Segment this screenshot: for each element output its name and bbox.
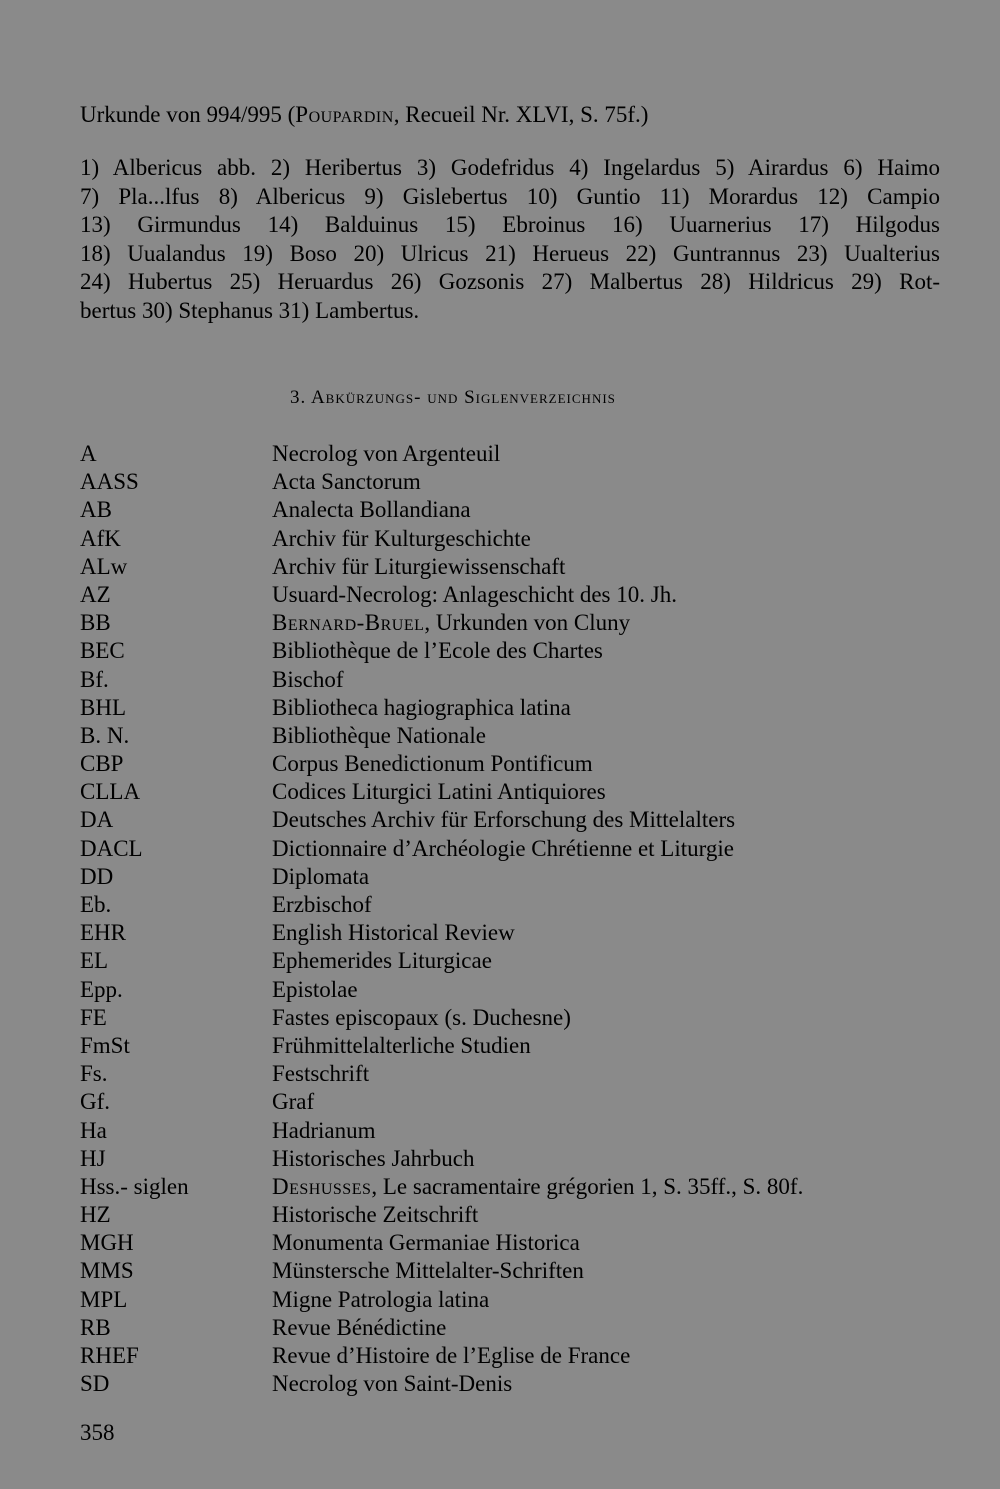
abbreviation-description [272,1370,512,1398]
abbreviation-row [80,1032,960,1060]
abbreviation-description [272,863,369,891]
abbreviation-description [272,581,677,609]
abbreviation-row [80,553,960,581]
abbreviation-author: Deshusses [272,1173,372,1199]
abbreviation-description [272,722,486,750]
abbreviation-key: HJ [80,1145,106,1171]
abbreviation-text: , Urkunden von Cluny [424,610,631,636]
abbreviation-author: Bernard-Bruel [272,610,425,636]
abbreviation-key: BB [80,610,111,636]
abbreviation-row [80,1257,960,1285]
source-author: Poupardin [295,102,394,127]
abbreviation-description [272,1229,580,1257]
abbreviation-row [80,1229,960,1257]
abbreviation-description [272,468,421,496]
abbreviation-row [80,1173,960,1201]
abbreviation-description [272,1145,475,1173]
abbreviation-description [272,1004,571,1032]
abbreviation-description [272,919,515,947]
abbreviation-description [272,666,344,694]
abbreviation-description [272,694,571,722]
abbreviation-text: English Historical Review [272,920,515,946]
abbreviation-key: MMS [80,1258,134,1284]
abbreviation-text: Corpus Benedictionum Pontificum [272,751,593,777]
abbreviation-row [80,468,960,496]
abbreviation-row [80,666,960,694]
abbreviation-key: ALw [80,553,128,579]
abbreviation-row [80,835,960,863]
abbreviation-key: Fs. [80,1061,108,1087]
abbreviation-text: Archiv für Kulturgeschichte [272,525,531,551]
name-list-line: 18) Uualandus 19) Boso 20) Ulricus 21) Herueus 22) Guntrannus 23) Uualterius [80,240,940,266]
abbreviation-description [272,1201,478,1229]
abbreviation-row [80,525,960,553]
name-list-line: 7) Pla...lfus 8) Albericus 9) Gislebertus 10) Guntio 11) Morardus 12) Campio [80,183,940,209]
abbreviation-description [272,806,735,834]
abbreviation-text: Bibliotheca hagiographica latina [272,694,571,720]
abbreviation-key: Hss.- siglen [80,1173,189,1199]
abbreviation-text: Necrolog von Argenteuil [272,441,501,466]
abbreviation-key: MGH [80,1230,134,1256]
abbreviation-row [80,581,960,609]
abbreviation-row [80,1088,960,1116]
abbreviation-row [80,1314,960,1342]
abbreviation-row [80,1286,960,1314]
abbreviation-key: EL [80,948,109,974]
abbreviation-description [272,1342,630,1370]
abbreviation-key: FE [80,1004,107,1030]
abbreviation-key: B. N. [80,722,130,748]
abbreviation-text: Historisches Jahrbuch [272,1145,475,1171]
abbreviation-row [80,1004,960,1032]
abbreviation-row [80,891,960,919]
abbreviation-text: Archiv für Liturgiewissenschaft [272,553,566,579]
name-list [80,154,940,325]
abbreviation-text: Usuard-Necrolog: Anlageschicht des 10. Jh. [272,581,677,607]
abbreviation-text: Migne Patrologia latina [272,1286,490,1312]
abbreviation-row [80,778,960,806]
abbreviation-description [272,440,500,468]
abbreviation-row [80,750,960,778]
abbreviation-text: Historische Zeitschrift [272,1202,479,1228]
abbreviation-row [80,496,960,524]
abbreviation-row [80,1342,960,1370]
abbreviation-description [272,1173,803,1201]
abbreviation-row [80,1117,960,1145]
abbreviation-key: AZ [80,581,111,607]
abbreviation-key: AB [80,497,112,523]
abbreviation-text: , Le sacramentaire grégorien 1, S. 35ff., S. 80f. [371,1173,804,1199]
abbreviation-key: Eb. [80,892,112,917]
abbreviation-description [272,1314,446,1342]
abbreviation-text: Erzbischof [272,892,372,917]
abbreviation-description [272,496,471,524]
abbreviation-row [80,947,960,975]
abbreviation-row [80,919,960,947]
abbreviation-description [272,1286,489,1314]
abbreviation-row [80,694,960,722]
abbreviation-text: Revue Bénédictine [272,1314,447,1340]
abbreviation-text: Acta Sanctorum [272,469,421,495]
abbreviation-text: Ephemerides Liturgicae [272,948,492,974]
section-heading: 3. Abkürzungs- und Siglenverzeichnis [290,387,616,408]
abbreviation-key: SD [80,1371,110,1397]
abbreviation-text: Analecta Bollandiana [272,497,471,523]
abbreviation-text: Hadrianum [272,1117,376,1143]
abbreviation-description [272,609,630,637]
abbreviation-key: MPL [80,1286,128,1312]
abbreviation-key: BHL [80,694,126,720]
abbreviation-text: Diplomata [272,863,370,889]
abbreviation-row [80,1060,960,1088]
abbreviation-text: Festschrift [272,1061,370,1087]
abbreviation-key: DACL [80,835,143,861]
name-list-line: bertus 30) Stephanus 31) Lambertus. [80,297,420,323]
abbreviation-row [80,609,960,637]
abbreviation-description [272,778,606,806]
abbreviation-description [272,750,593,778]
abbreviation-text: Bibliothèque Nationale [272,722,486,748]
abbreviation-description [272,1088,314,1116]
abbreviation-description [272,1117,375,1145]
abbreviation-text: Revue d’Histoire de l’Eglise de France [272,1343,631,1368]
abbreviation-text: Epistolae [272,976,358,1002]
abbreviation-row [80,440,960,468]
abbreviation-text: Bischof [272,666,344,692]
name-list-line: 24) Hubertus 25) Heruardus 26) Gozsonis 27) Malbertus 28) Hildricus 29) Rot- [80,269,940,294]
abbreviation-key: EHR [80,920,126,946]
abbreviation-text: Münstersche Mittelalter-Schriften [272,1258,584,1284]
abbreviation-key: AfK [80,525,121,551]
abbreviation-description [272,525,531,553]
abbreviation-row [80,976,960,1004]
abbreviation-key: RHEF [80,1343,139,1368]
abbreviation-text: Fastes episcopaux (s. Duchesne) [272,1004,571,1030]
abbreviation-description [272,947,492,975]
abbreviation-description [272,976,358,1004]
abbreviation-text: Bibliothèque de l’Ecole des Chartes [272,638,603,664]
abbreviation-key: Epp. [80,976,123,1002]
abbreviation-row [80,637,960,665]
source-prefix: Urkunde von 994/995 ( [80,102,296,127]
abbreviation-key: HZ [80,1202,111,1228]
abbreviation-row [80,806,960,834]
abbreviation-text: Deutsches Archiv für Erforschung des Mittelalters [272,807,736,833]
abbreviation-key: Bf. [80,666,109,692]
abbreviation-text: Codices Liturgici Latini Antiquiores [272,779,606,805]
abbreviation-row [80,1145,960,1173]
abbreviation-key: A [80,441,97,466]
abbreviation-text: Necrolog von Saint-Denis [272,1371,513,1397]
abbreviation-description [272,1032,531,1060]
source-citation [80,100,648,130]
abbreviation-description [272,835,734,863]
abbreviation-list [80,440,960,1398]
abbreviation-key: BEC [80,638,125,664]
source-suffix: , Recueil Nr. XLVI, S. 75f.) [393,102,649,127]
abbreviation-description [272,1060,369,1088]
abbreviation-row [80,1201,960,1229]
abbreviation-row [80,1370,960,1398]
abbreviation-row [80,863,960,891]
abbreviation-description [272,553,565,581]
name-list-line: 1) Albericus abb. 2) Heribertus 3) Godefridus 4) Ingelardus 5) Airardus 6) Haimo [80,155,940,180]
abbreviation-text: Graf [272,1089,315,1115]
abbreviation-key: RB [80,1314,111,1340]
abbreviation-description [272,891,372,919]
abbreviation-key: Ha [80,1117,107,1143]
abbreviation-key: DD [80,863,114,889]
abbreviation-description [272,637,603,665]
abbreviation-key: Gf. [80,1089,111,1115]
abbreviation-description [272,1257,584,1285]
abbreviation-key: FmSt [80,1032,130,1058]
abbreviation-text: Frühmittelalterliche Studien [272,1032,531,1058]
page-number: 358 [80,1420,115,1445]
abbreviation-text: Dictionnaire d’Archéologie Chrétienne et Liturgie [272,835,734,861]
abbreviation-key: CBP [80,751,124,777]
abbreviation-text: Monumenta Germaniae Historica [272,1230,580,1256]
abbreviation-key: DA [80,807,114,833]
abbreviation-row [80,722,960,750]
name-list-line: 13) Girmundus 14) Balduinus 15) Ebroinus 16) Uuarnerius 17) Hilgodus [80,212,940,237]
abbreviation-key: AASS [80,469,139,495]
abbreviation-key: CLLA [80,779,141,805]
